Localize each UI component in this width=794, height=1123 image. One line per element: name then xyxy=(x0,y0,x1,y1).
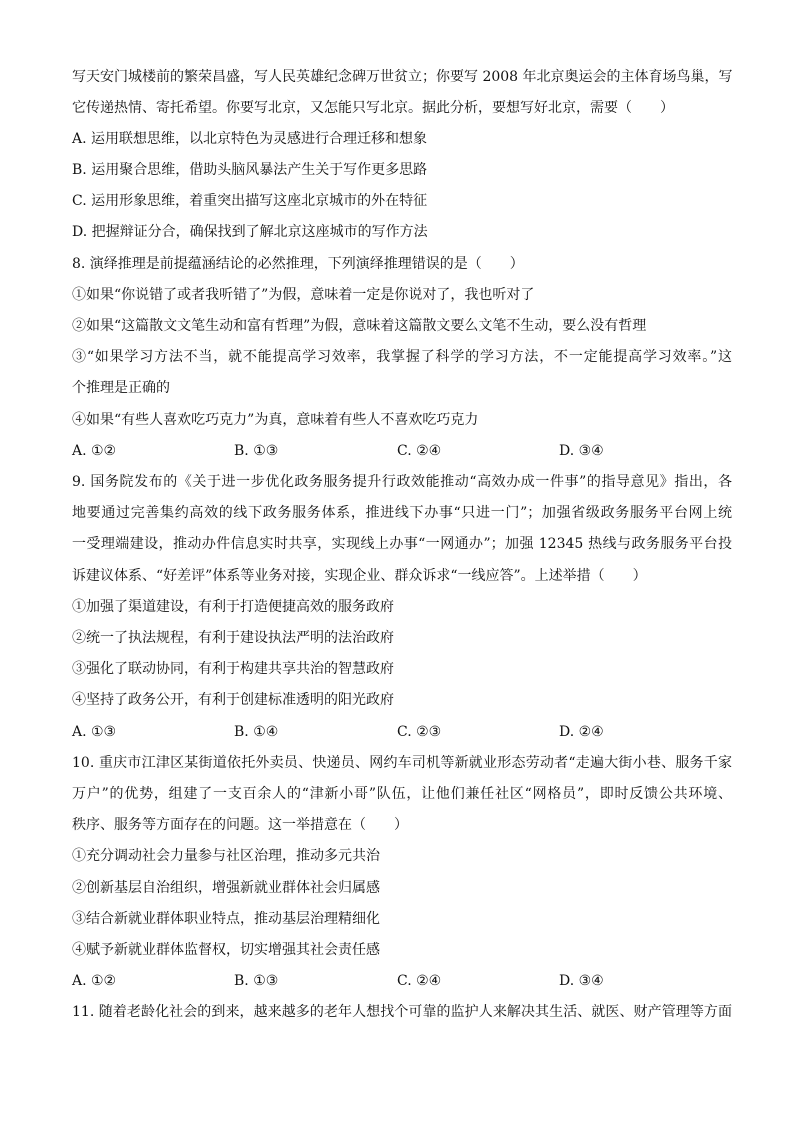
q9-statement-1: ①加强了渠道建设，有利于打造便捷高效的服务政府 xyxy=(72,599,394,615)
q10-option-a: A. ①② xyxy=(72,973,117,989)
q9-stem-line-3: 一受理端建设，推动办件信息实时共享，实现线上办事“一网通办”；加强 12345 热线与政务服务平台投 xyxy=(72,536,732,552)
q8-option-c: C. ②④ xyxy=(397,443,442,459)
q8-stem: 8. 演绎推理是前提蕴涵结论的必然推理，下列演绎推理错误的是（ ） xyxy=(72,256,524,272)
q8-option-d: D. ③④ xyxy=(559,443,604,459)
q9-statement-2: ②统一了执法规程，有利于建设执法严明的法治政府 xyxy=(72,630,394,646)
q10-stem-line-1: 10. 重庆市江津区某街道依托外卖员、快递员、网约车司机等新就业形态劳动者“走遍大街小巷、服务千家 xyxy=(72,755,732,771)
q9-statement-4: ④坚持了政务公开，有利于创建标准透明的阳光政府 xyxy=(72,692,394,708)
q7-option-c: C. 运用形象思维，着重突出描写这座北京城市的外在特征 xyxy=(72,193,428,209)
q8-option-a: A. ①② xyxy=(72,443,117,459)
q10-statement-3: ③结合新就业群体职业特点，推动基层治理精细化 xyxy=(72,911,380,927)
q9-option-d: D. ②④ xyxy=(559,724,604,740)
q7-stem-line-2: 它传递热情、寄托希望。你要写北京，又怎能只写北京。据此分析，要想写好北京，需要（ ） xyxy=(72,100,674,116)
q9-stem-line-4: 诉建议体系、“好差评”体系等业务对接，实现企业、群众诉求“一线应答”。上述举措（ ） xyxy=(72,568,647,584)
q8-statement-2: ②如果“这篇散文文笔生动和富有哲理”为假，意味着这篇散文要么文笔不生动，要么没有哲理 xyxy=(72,318,647,334)
q10-option-c: C. ②④ xyxy=(397,973,442,989)
q7-option-b: B. 运用聚合思维，借助头脑风暴法产生关于写作更多思路 xyxy=(72,162,428,178)
q11-stem-line-1: 11. 随着老龄化社会的到来，越来越多的老年人想找个可靠的监护人来解决其生活、就医、财产管理等方面 xyxy=(72,1004,732,1020)
q9-statement-3: ③强化了联动协同，有利于构建共享共治的智慧政府 xyxy=(72,661,394,677)
q9-option-a: A. ①③ xyxy=(72,724,117,740)
q10-stem-line-3: 秩序、服务等方面存在的问题。这一举措意在（ ） xyxy=(72,817,408,833)
q9-stem-line-2: 地要通过完善集约高效的线下政务服务体系，推进线下办事“只进一门”；加强省级政务服务平台网上统 xyxy=(72,505,732,521)
q8-options xyxy=(72,441,732,461)
q8-statement-3-line-2: 个推理是正确的 xyxy=(72,380,170,396)
q8-statement-1: ①如果“你说错了或者我听错了”为假，意味着一定是你说对了，我也听对了 xyxy=(72,287,535,303)
q8-statement-4: ④如果“有些人喜欢吃巧克力”为真，意味着有些人不喜欢吃巧克力 xyxy=(72,412,479,428)
q9-stem-line-1: 9. 国务院发布的《关于进一步优化政务服务提升行政效能推动“高效办成一件事”的指导意见》指出，各 xyxy=(72,474,732,490)
q9-option-c: C. ②③ xyxy=(397,724,442,740)
q10-option-b: B. ①③ xyxy=(234,973,279,989)
q7-option-a: A. 运用联想思维，以北京特色为灵感进行合理迁移和想象 xyxy=(72,131,428,147)
q9-option-b: B. ①④ xyxy=(234,724,279,740)
q7-option-d: D. 把握辩证分合，确保找到了解北京这座城市的写作方法 xyxy=(72,224,428,240)
q8-option-b: B. ①③ xyxy=(234,443,279,459)
q10-stem-line-2: 万户”的优势，组建了一支百余人的“津新小哥”队伍，让他们兼任社区“网格员”，即时反馈公共环境、 xyxy=(72,786,732,802)
q10-statement-1: ①充分调动社会力量参与社区治理，推动多元共治 xyxy=(72,848,380,864)
q7-stem-line-1: 写天安门城楼前的繁荣昌盛，写人民英雄纪念碑万世贫立；你要写 2008 年北京奥运会的主体育场鸟巢，写 xyxy=(72,69,733,85)
q10-statement-4: ④赋予新就业群体监督权，切实增强其社会责任感 xyxy=(72,942,380,958)
q9-options xyxy=(72,722,732,742)
q10-options xyxy=(72,971,732,991)
q10-statement-2: ②创新基层自治组织，增强新就业群体社会归属感 xyxy=(72,880,380,896)
q8-statement-3-line-1: ③“如果学习方法不当，就不能提高学习效率，我掌握了科学的学习方法，不一定能提高学习效率。”这 xyxy=(72,349,732,365)
q10-option-d: D. ③④ xyxy=(559,973,604,989)
